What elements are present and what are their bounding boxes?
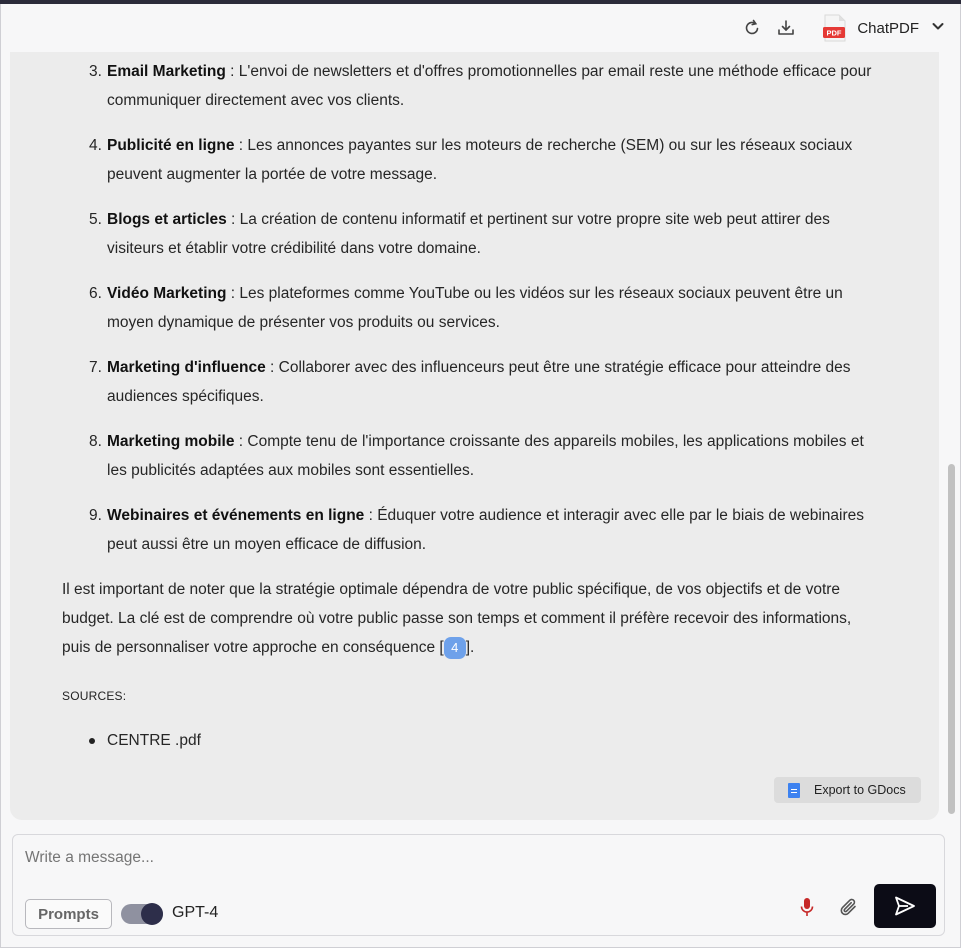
list-item: 4. Publicité en ligne : Les annonces payantes sur les moteurs de recherche (SEM) ou sur les réseaux sociaux peuvent augmenter la portée de votre message.: [89, 137, 853, 183]
google-docs-icon: [788, 783, 800, 798]
scrollbar[interactable]: [946, 52, 956, 820]
download-icon[interactable]: [775, 17, 797, 39]
message-composer: [12, 834, 945, 936]
toggle-knob: [141, 903, 163, 925]
source-item[interactable]: CENTRE .pdf: [62, 726, 872, 755]
app-name: ChatPDF: [857, 19, 919, 37]
list-item: 6. Vidéo Marketing : Les plateformes comme YouTube ou les vidéos sur les réseaux sociaux peuvent être un moyen dynamique de présenter vos produits ou services.: [89, 285, 843, 331]
sources-label: SOURCES:: [62, 689, 127, 703]
pdf-logo-icon: [823, 14, 847, 42]
refresh-icon[interactable]: [741, 17, 763, 39]
list-item: 9. Webinaires et événements en ligne : Éduquer votre audience et interagir avec elle par le biais de webinaires peut aussi être un moyen efficace de diffusion.: [89, 507, 865, 553]
pdf-badge-text: PDF: [826, 28, 842, 38]
microphone-icon[interactable]: [798, 896, 816, 918]
sources-list: [62, 726, 872, 755]
send-icon: [893, 894, 917, 918]
citation-badge[interactable]: 4: [444, 637, 466, 659]
model-toggle[interactable]: [121, 904, 163, 924]
assistant-message: [62, 52, 872, 755]
app-switcher[interactable]: [823, 14, 945, 42]
list-item: 7. Marketing d'influence : Collaborer avec des influenceurs peut être une stratégie efficace pour atteindre des audiences spécifiques.: [89, 359, 851, 405]
message-input[interactable]: [25, 845, 905, 871]
scrollbar-thumb[interactable]: [948, 464, 955, 814]
export-gdocs-button[interactable]: [774, 777, 921, 803]
list-item: 5. Blogs et articles : La création de contenu informatif et pertinent sur votre propre site web peut attirer des visiteurs et établir votre crédibilité dans votre domaine.: [89, 211, 830, 257]
export-label: Export to GDocs: [814, 783, 906, 797]
header-bar: [0, 4, 961, 52]
chevron-down-icon: [931, 19, 945, 38]
attachment-icon[interactable]: [838, 896, 860, 918]
chat-message-panel: [10, 52, 939, 820]
model-label: GPT-4: [172, 904, 219, 921]
strategy-list: [62, 57, 872, 559]
prompts-button[interactable]: Prompts: [25, 899, 112, 929]
send-button[interactable]: [874, 884, 936, 928]
list-item: 3. Email Marketing : L'envoi de newsletters et d'offres promotionnelles par email reste une méthode efficace pour communiquer directement avec vos clients.: [89, 63, 872, 109]
list-item: 8. Marketing mobile : Compte tenu de l'importance croissante des appareils mobiles, les applications mobiles et les publicités adaptées aux mobiles sont essentielles.: [89, 433, 864, 479]
conclusion-paragraph: Il est important de noter que la stratégie optimale dépendra de votre public spécifique, de vos objectifs et de votre budget. La clé est de comprendre où votre public passe son temps et comment il préfère recevoir des informations, puis de personnaliser votre approche en conséquence [ 4 ].: [62, 575, 872, 662]
